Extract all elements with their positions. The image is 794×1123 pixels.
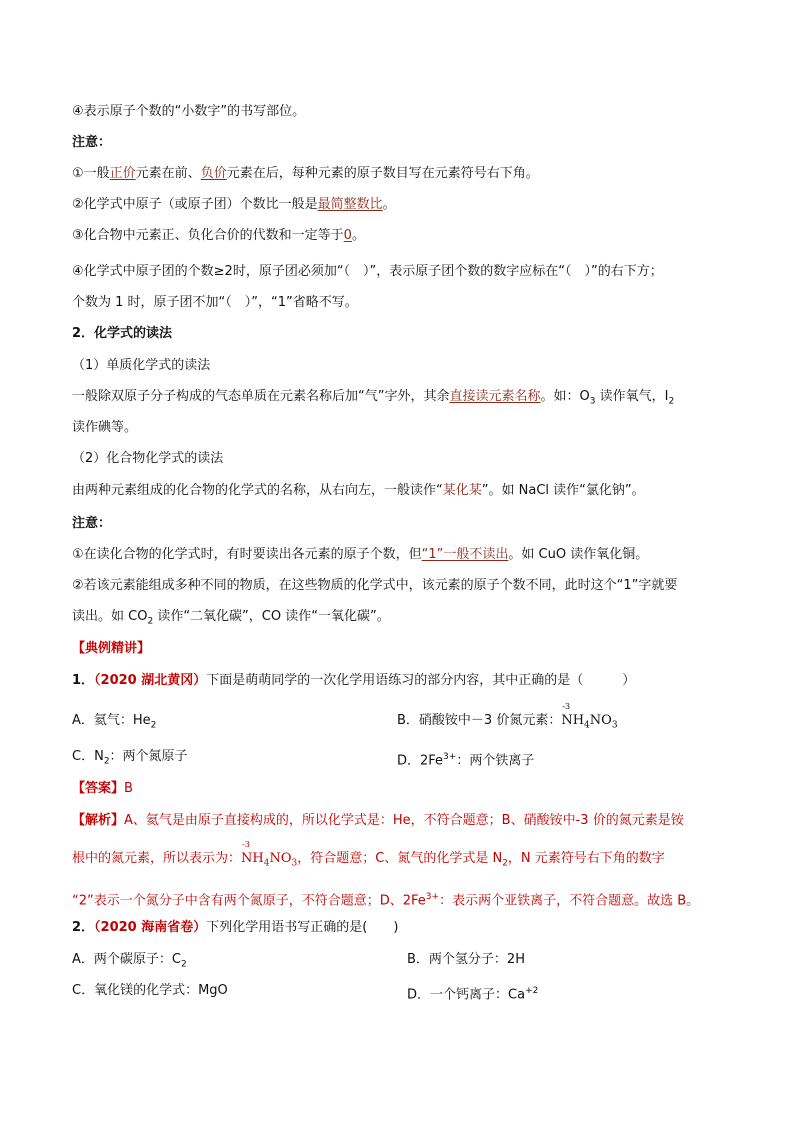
text: ，符合题意；C、氮气的化学式是 N [297, 851, 503, 866]
keyword-zero: 0 [343, 228, 352, 243]
rule-4-line1: ④化学式中原子团的个数≥2时，原子团必须加“（ ）”，表示原子团个数的数字应标在“（ ）”的右下方； [72, 264, 663, 279]
note-heading: 注意： [72, 135, 112, 150]
text: NO [269, 851, 292, 866]
answer-label: 【答案】 [72, 781, 125, 796]
subscript: 4 [584, 720, 590, 731]
text: ②化学式中原子（或原子团）个数比一般是 [72, 197, 318, 212]
text: 。 [382, 197, 396, 212]
text: 。如 CuO 读作氧化铜。 [508, 547, 649, 562]
subscript: 3 [291, 858, 298, 869]
nh4no3-formula [561, 702, 618, 735]
subscript: 2 [668, 396, 675, 407]
subscript: 2 [147, 616, 154, 627]
keyword-simplest-ratio: 最简整数比 [317, 197, 383, 212]
superscript: +2 [525, 986, 539, 996]
rule-1 [72, 165, 539, 183]
text: 一般除双原子分子构成的气态单质在元素名称后加“气”字外，其余 [72, 389, 450, 404]
subscript: 2 [103, 756, 110, 767]
superscript: 3+ [425, 892, 440, 902]
option-a [72, 712, 156, 735]
rule-3 [72, 227, 365, 245]
superscript: 3+ [443, 752, 457, 762]
text: B．硝酸铵中－3 价氮元素： [397, 713, 562, 728]
text: 元素在前、 [135, 166, 201, 181]
section-heading: 2．化学式的读法 [72, 326, 173, 341]
text: 由两种元素组成的化合物的化学式的名称，从右向左，一般读作“ [72, 483, 443, 498]
note-line: ②若该元素能组成多种不同的物质，在这些物质的化学式中，该元素的原子个数不同，此时这个“1”字就要 [72, 578, 678, 593]
paragraph-line: 读作碘等。 [72, 420, 138, 435]
option-a [72, 951, 187, 974]
valence-mark: -3 [242, 840, 250, 849]
text: 。如：O [540, 389, 590, 404]
example-section-title: 【典例精讲】 [72, 641, 151, 656]
text: ③化合物中元素正、负化合价的代数和一定等于 [72, 228, 344, 243]
option-c [72, 748, 188, 771]
text: ：表示两个亚铁离子，不符合题意。故选 B。 [439, 893, 700, 909]
question-number: 2． [72, 920, 95, 935]
text: D．一个钙离子：Ca [407, 987, 526, 1003]
text: H [572, 713, 585, 728]
text: N [241, 851, 253, 866]
text: ”。如 NaCl 读作“氯化钠”。 [481, 483, 645, 498]
answer-line [72, 780, 133, 798]
keyword-one-not-read: “1”一般不读出 [421, 547, 509, 562]
text-line: ④表示原子个数的“小数字”的书写部位。 [72, 104, 306, 119]
note-heading: 注意： [72, 516, 112, 531]
rule-4-line2: 个数为 1 时，原子团不加“（ ）”，“1”省略不写。 [72, 295, 358, 310]
keyword-read-element-name: 直接读元素名称 [449, 389, 541, 404]
text: A．氦气：He [72, 713, 151, 728]
question-text: 下列化学用语书写正确的是( ) [206, 920, 399, 935]
subscript: 2 [180, 959, 187, 970]
text: ，N 元素符号右下角的数字 [507, 851, 665, 866]
text: D．2Fe [397, 753, 444, 769]
paragraph-line [72, 482, 645, 500]
keyword-mouhuamou: 某化某 [442, 483, 482, 498]
explanation-label: 【解析】 [72, 813, 125, 828]
text: 读出。如 CO [72, 609, 148, 624]
question-text: 下面是萌萌同学的一次化学用语练习的部分内容，其中正确的是（ ） [206, 673, 636, 688]
subscript: 2 [150, 720, 157, 731]
text: 根中的氮元素，所以表示为： [72, 851, 242, 866]
text: ：两个铁离子 [456, 753, 535, 769]
valence-mark: -3 [562, 702, 571, 711]
text: 读作“二氧化碳”，CO 读作“一氧化碳”。 [153, 609, 390, 624]
option-c: C．氧化镁的化学式：MgO [72, 983, 228, 998]
text: ：两个氮原子 [109, 749, 188, 764]
text: A．两个碳原子：C [72, 952, 181, 967]
option-d [397, 748, 534, 770]
note-line [72, 546, 648, 564]
keyword-positive-valence: 正价 [109, 166, 136, 181]
text: 。 [351, 228, 365, 243]
text: ①在读化合物的化学式时，有时要读出各元素的原子个数，但 [72, 547, 422, 562]
text: 元素在后，每种元素的原子数目写在元素符号右下角。 [226, 166, 539, 181]
subsection-heading: （2）化合物化学式的读法 [72, 451, 224, 466]
subscript: 3 [589, 396, 596, 407]
explanation-line [72, 840, 665, 873]
text: A、氦气是由原子直接构成的，所以化学式是：He，不符合题意；B、硝酸铵中-3 价的氮元素是铵 [124, 813, 684, 828]
explanation-line [72, 888, 699, 910]
rule-2 [72, 196, 396, 214]
text: “2”表示一个氮分子中含有两个氮原子，不符合题意；D、2Fe [72, 893, 426, 909]
keyword-negative-valence: 负价 [200, 166, 227, 181]
explanation-line [72, 812, 684, 830]
question-2 [72, 919, 398, 937]
option-d [407, 982, 538, 1004]
text: N [561, 713, 573, 728]
answer-value: B [124, 781, 133, 796]
text: ①一般 [72, 166, 110, 181]
text: H [252, 851, 264, 866]
subscript: 4 [263, 858, 270, 869]
subscript: 3 [611, 720, 618, 731]
question-source: （2020 湖北黄冈） [94, 673, 207, 688]
subsection-heading: （1）单质化学式的读法 [72, 358, 211, 373]
text: 读作氧气，I [595, 389, 669, 404]
option-b [397, 702, 618, 735]
note-line [72, 608, 390, 631]
option-b: B．两个氢分子：2H [407, 952, 525, 967]
question-source: （2020 海南省卷） [94, 920, 207, 935]
question-1 [72, 672, 635, 690]
subscript: 2 [502, 858, 508, 869]
question-number: 1． [72, 673, 95, 688]
text: C．N [72, 749, 104, 764]
nh4no3-formula [241, 840, 298, 873]
text: NO [589, 713, 612, 728]
paragraph-line [72, 388, 674, 411]
